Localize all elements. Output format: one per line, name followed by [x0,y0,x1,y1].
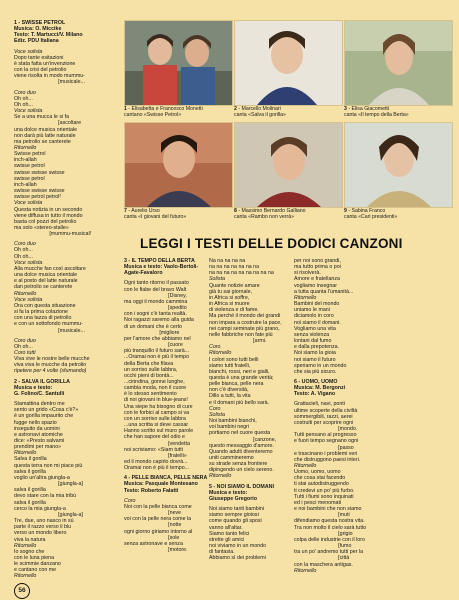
lyric-line: Noi ragazzi saremo alla guida [124,317,194,324]
lyric-line: salva il gorilla [14,499,46,506]
lyric-line: ogni giorno giriamo intorno al [124,528,193,535]
lyric-line: e noi bambini che non siamo [294,506,362,513]
lyric-line: Na na na na na [209,258,246,264]
lyric-line: [passo [294,444,354,451]
lyric-line: e con un sottofondo mummu- [14,321,83,328]
lyric-line: uniamo le mani [294,307,330,314]
lyric-line: ...Oramai non è più il tempo [124,354,190,361]
lyric-line: voglio un'altra giungla-a [14,474,70,481]
lyric-line: basta col pozzi del petrolio [14,218,77,225]
caption-number: 8 [234,208,237,214]
lyric-line: 3 - IL TEMPO DELLA BERTA [124,258,195,264]
lyric-line: Coro [124,497,136,504]
lyric-line: a tutta quanta l'umanità... [294,288,354,295]
lyric-line: e al posto del latte naturale [14,278,78,285]
lyric-line: ed i pesci menomati [294,499,342,506]
lyric-line: Giuseppe Gregorio [209,495,257,502]
lyric-line: senza violenza [294,331,330,338]
lyric-line: questa è una grande verità; [209,374,274,381]
lyric-line: inch-allah [14,157,37,164]
lyric-line: Grattacieli, navi, ponti [294,401,345,408]
photo-7 [124,122,233,208]
lyric-line: ma tutto prima o poi [294,264,341,271]
caption-text: Massimo Bernardo Galliano [241,208,306,214]
photo-9 [344,122,453,208]
lyric-line: [mondo. [294,426,358,433]
caption-number: 3 [344,106,347,112]
lyric-line: [notte [124,522,182,529]
lyric-line: con una tazza di petrolio [14,315,72,322]
lyric-line: come quando gli sposi [209,518,262,525]
caption-text: canta «Il tempo della Berta» [344,112,409,118]
lyric-line: con la crisi del petrolio [14,67,67,74]
lyric-line: [giungla-a] [14,511,83,518]
lyric-line: [canzone, [209,436,277,443]
lyric-line: [ascoltare [14,120,82,127]
lyric-line: in Africa si muore [209,301,250,308]
lyric-line: Amore e fratellanza [294,276,340,283]
lyric-line: 2 - SALVA IL GORILLA [14,378,71,385]
lyric-line: Oh oh... [14,343,33,350]
lyric-line: Tutti i fiumi sono inquinati [294,493,354,500]
lyric-line: ti credevi un po' più furbo. [294,487,355,494]
lyric-line: viva viva le mucche da petrolio [14,362,87,369]
lyric-line: Siamo tanto felici [209,530,250,537]
lyric-line: con un sorriso sulle labbra [124,415,186,422]
lyric-line: noi siamo il domani. [294,319,341,326]
lyric-line: non impara a costruire la pace, [209,319,282,326]
lyric-line: Musica e testo: Vaolo-Bertoli- [124,264,199,271]
caption-text: canta «I giovani del futuro» [124,214,187,220]
lyric-line: sommergibili, razzi, aerei [294,413,353,420]
lyric-line: questa terra non mi piace più [14,462,83,469]
lyric-line: ed il mondo capirlo dovrà... [124,459,188,465]
lyric-line: I colori sono tutti belli [209,356,259,363]
lyric-line: vanno all'altar. [209,524,243,531]
lyric-line: più tranquillo il futuro sarà... [124,348,190,355]
lyric-line: Alla mucche fan così ascoltare [14,265,86,272]
page-number: 56 [14,583,30,599]
lyric-line: Musica: O. Miccike [14,26,62,33]
lyric-line: e fuori tempo segnano ogni [294,438,359,445]
lyric-line: [armi. [209,338,267,345]
caption-text: Elisa Giacometti [351,106,389,112]
lyric-line: Coro duo [14,337,36,344]
lyric-line: questo messaggio d'amore. [209,442,274,449]
lyric-line: con le forbici al campo si va [124,409,190,416]
lyric-line: con i sogni c'è tanta realtà. [124,311,187,318]
lyric-line: inch-allah [14,181,37,188]
lyric-line: swisse petrol petrol! [14,194,61,201]
lyric-line: [spedito [124,305,187,312]
lyric-line: e astronavi atomiche [14,431,63,438]
lyric-line: Ritornello [14,144,37,151]
caption-7: 7 - Aurelio Urso canta «I giovani del futuro» [124,208,187,220]
lyric-line: [sole [124,534,180,541]
lyric-line: e il domani più bello sarà. [209,399,270,406]
lyric-line: viene risolta in modo mummu- [14,73,85,80]
lyric-line: [migliore [124,329,180,336]
caption-number: 2 [234,106,237,112]
lyric-line: ripetere per 4 volte (sfumando) [14,368,87,375]
caption-text: canta «Rambo non verrà» [234,214,294,220]
lyric-line: [mummu-musical! [14,231,92,238]
caption-text: canta «Salva il gorilla» [234,112,286,118]
lyric-line: una dolce musica orientale [14,126,78,133]
lyric-line: Coro tutti [14,349,36,356]
lyric-line: di noi giovani in blue-jeans! [124,397,188,404]
caption-9: 9 - Sabina Franco canta «Cari presidenti» [344,208,398,220]
lyric-line: Ediz. PDU Italiana [14,38,59,45]
lyric-line: G. Folino/C. Santulli [14,390,65,397]
caption-number: 1 [124,106,127,112]
lyric-line: Ritornello [294,294,317,301]
lyric-line: è stata fatta un'invenzione [14,60,76,67]
lyric-line: è un gorilla impaurito che [14,413,74,420]
photo-1 [124,20,233,106]
lyric-line: 5 - NOI SIAMO IL DOMANI [209,483,274,490]
lyric-line: che han sapore del odio e [124,434,185,441]
lyric-line: occhi pieni di bontà... [124,372,174,379]
lyric-line: ...cirindina, gonne lunghe, [124,378,185,385]
lyric-line: è lo stesso sentimento [124,391,177,398]
lyric-line: bianchi, rossi, neri e gialli, [209,368,270,375]
lyric-line: Io sogno che [14,548,45,555]
lyric-line: Voce solista [14,108,43,115]
lyric-line: [vendetta [124,440,190,447]
lyric-line: ma petrolio se canterete [14,138,71,145]
lyric-line: si risolverà. [294,270,321,277]
lyric-line: swisse petrol [14,163,45,170]
lyric-line: viene diffusa in tutto il mondo [14,212,83,219]
caption-number: 7 [124,208,127,214]
lyric-line: e dalla prepotenza. [294,344,340,351]
lyric-line: difendiamo questa nostra vita. [294,518,365,525]
lyric-line: Uomo, uomo, uomo [294,469,341,476]
lyric-line: Oh oh... [14,95,33,102]
lyric-line: nelle fabbriche non fate più [209,331,273,338]
lyric-line: vogliamo insegnar [294,282,337,289]
lyric-line: tra un po' andremo tutti per la [294,549,364,556]
lyric-line: [musicale... [14,327,85,334]
lyric-line: Salva il gorilla [14,456,47,463]
lyric-line: che sia più sicuro. [294,368,337,375]
lyric-line: Ritornello [14,450,37,457]
photo-3 [344,20,453,106]
lyric-line: ma solo «stereo-stalle» [14,225,69,231]
lyric-line: Tutti pensano al progresso [294,432,357,439]
lyrics-column-3 [209,258,292,596]
lyric-line: Musica e testo: [14,384,53,391]
lyric-line: [musicale... [14,79,85,86]
lyric-line: [fratelli» [124,452,187,459]
lyric-line: Vogliamo una vita [294,325,336,332]
lyric-line: di violenza e di fame. [209,307,259,314]
lyric-line: che distruggono paesi interi. [294,456,361,463]
lyric-line: cerco la mia giungla-a [14,505,66,512]
lyric-line: Ritornello [294,463,317,469]
lyric-line: Ritornello [294,567,317,574]
lyric-line: cambia moda, non il cuore [124,385,187,392]
lyric-line: dice: «Presto salvami [14,438,65,444]
lyric-line: Abbiamo sì dei problemi [209,555,266,562]
lyric-line: Coro [209,344,221,351]
caption-3: 3 - Elisa Giacometti canta «Il tempo della Berta» [344,106,409,118]
photo-2 [234,20,343,106]
lyric-line: swisse swisse swisse [14,188,65,195]
lyric-line: [cuore [124,342,183,349]
lyric-line: 6 - UOMO, UOMO [294,378,338,385]
lyric-line: Tre, due, uno nasco in sù [14,518,74,525]
lyric-line: Solista [209,411,225,418]
lyric-line: noi scriviamo: «Siam tutti [124,446,183,453]
lyric-line: Musica e testo: [209,489,248,496]
caption-text: canta «Cari presidenti» [344,214,398,220]
lyric-line: [fumo [294,543,352,550]
lyric-line: Quando adulti diventeremo [209,448,273,455]
lyric-line: che cosa stai facendo [294,475,346,482]
lyric-line: [grigio [294,530,353,537]
lyric-line: [muti [294,512,350,519]
photo-8 [234,122,343,208]
lyric-line: con le fiabe del bravo Walt [124,286,187,293]
lyric-line: costruiti per scoprire ogni [294,419,354,426]
lyric-line: Noi siamo la gioia [294,350,336,357]
lyric-line: [motore. [124,547,188,554]
lyric-line: [neve [124,510,182,517]
lyric-line: con la maschera antigas. [294,561,353,568]
lyric-line: ma oggi il mondo cammina [124,298,188,305]
caption-1: 1 - Elisabetta e Francesco Monetti cantano «Swisse Petrol» [124,106,203,118]
lyric-line: Voce solista [14,48,43,55]
lyric-line: Oramai non è più il tempo... [124,465,190,472]
lyric-line: Ma perché il mondo dei grandi [209,313,281,320]
lyric-line: Tra non molto il cielo sarà tutto [294,524,367,531]
lyric-line: non darà più latte naturale [14,132,76,139]
lyric-line: Ritornello [209,350,232,357]
lyric-line: Ritornello [14,290,37,297]
lyric-line: senza astronave e senza [124,540,183,547]
lyric-line: dan petrolio se canterete [14,284,73,291]
lyric-line: siamo sempre gioiosi [209,512,259,519]
lyric-line: Swisse petrol [14,151,46,158]
lyric-line: lontani dal fumo [294,338,332,345]
lyric-line: diciamolo in coro [294,313,334,320]
lyric-line: salva il gorilla [14,468,46,475]
lyric-line: salva il gorilla [14,487,46,494]
lyric-line: sento un grido «Cosa c'è?» [14,407,79,414]
caption-8: 8 - Massimo Bernardo Galliano canta «Rambo non verrà» [234,208,306,220]
caption-text: Elisabetta e Francesco Monetti [131,106,203,112]
lyric-line: Viva vive le nostre belle mucche [14,356,90,363]
lyric-line: Voce solista [14,200,43,207]
lyric-line: Ritornello [14,573,37,580]
lyric-line: Ritornello [209,473,232,480]
lyric-line: siamo tutti fratelli, [209,362,251,369]
lyric-line: strette gli amici [209,536,245,543]
lyric-line: un sorriso sulle labbra, [124,366,178,373]
lyric-line: una dolce musica orientale [14,272,78,279]
caption-number: 9 [344,208,347,214]
lyric-line: inseguito da uomini [14,425,60,432]
lyric-line: della Berta che filava [124,360,174,367]
lyric-line: Dopo tante esitazioni [14,54,64,61]
lyric-line: per noi sono grandi, [294,258,341,264]
lyric-line: noi siamo il futuro [294,356,336,363]
lyric-line: voi con la pelle nera come la [124,516,192,523]
lyric-line: Stamattina dentro me [14,401,65,408]
lyric-line: le scimmie danzano [14,561,61,568]
lyric-line: ...una scritta si deve cassar [124,422,189,429]
lyric-line: di un domani che è certo [124,323,183,330]
lyric-line: na na na na na na na na na [209,270,274,277]
lyric-line: voi bambini negri [209,424,250,431]
lyric-line: Ritornello [14,542,37,549]
lyrics-column-left [14,20,122,595]
caption-text: cantano «Swisse Petrol» [124,112,182,118]
lyric-line: [giungla-a] [14,481,83,488]
lyric-line: 1 - SWISSE PETROL [14,20,66,26]
lyric-line: viva la natura [14,536,46,543]
lyric-line: Noi siamo tanti bambini [209,506,265,513]
lyric-line: dipingendo un cielo sereno. [209,467,274,474]
lyric-line: Una siepe ha bisogno di cure [124,403,193,410]
lyric-line: Bambini del mondo [294,301,340,308]
lyric-line: colpa delle industrie con il loro [294,536,365,543]
lyric-line: portiamo nel cuore questa [209,430,271,437]
lyric-line: ti stai autodistruggendo [294,481,349,488]
lyric-line: fugge nello spazio [14,419,57,426]
lyric-line: Voce solista [14,296,43,303]
lyric-line: noi viviamo in un mondo [209,543,267,550]
lyric-line: Musica: Pasquale Montesano [124,481,198,488]
lyric-line: Quante notizie amare [209,282,260,289]
lyric-line: Noi bambini bianchi, [209,418,257,425]
lyric-line: nei campi seminate più grano, [209,325,280,332]
lyric-line: Voce solista [14,259,43,266]
lyric-line: Ogni tanto ritorno il passato [124,280,189,287]
lyric-line: Testo: T. Martucci/V. Milano [14,32,83,39]
lyric-line: Coro duo [14,89,36,96]
lyric-line: prendimi per mano» [14,444,62,451]
lyric-line: Dillo a tutti, la vita [209,393,251,400]
lyric-line: Testo: A. Vigano [294,391,336,398]
lyric-line: Agate-Favaloro [124,270,163,277]
lyric-line: parte il razzo verso il blu [14,524,72,531]
lyric-line: ultime scoperte della civiltà [294,407,358,414]
lyric-line: già tu sai giornale, [209,288,252,295]
lyric-line: e trascinano i problemi veri [294,450,358,457]
lyric-line: Ora con questa situazione [14,302,76,309]
lyric-line: per l'amore che abbiamo nel [124,335,191,342]
lyric-line: non c'è diversità, [209,387,249,394]
caption-text: Marcello Molinari [241,106,281,112]
lyric-line: swisse petrol [14,175,45,182]
lyric-line: Questa notizia in un secondo [14,206,83,213]
lyric-line: Musica: M. Bergonzi [294,385,346,392]
lyric-line: Oh oh... [14,101,33,108]
lyric-line: pelle bianca, pelle nera [209,381,264,388]
lyric-line: Oh oh... [14,247,33,254]
lyric-line: Noi con la pelle bianca come [124,503,192,510]
lyric-line: si fa la prima colazione [14,309,68,316]
lyric-line: in Africa si soffre, [209,294,250,301]
lyric-line: 4 - PELLE BIANCA, PELLE NERA [124,475,207,482]
caption-2: 2 - Marcello Molinari canta «Salva il gorilla» [234,106,286,118]
lyric-line: e cantano con me [14,567,57,574]
lyric-line: verso un mondo libero [14,530,67,537]
lyric-line: Coro [209,405,221,412]
caption-text: Aurelio Urso [131,208,160,214]
lyric-line: na na na na na na na [209,264,260,271]
lyric-line: Testo: Roberto Falatti [124,487,179,494]
lyric-line: Solista [209,276,225,283]
lyric-line: con le luna piena [14,554,55,561]
lyric-line: su strade senza frontiere [209,461,268,468]
lyric-line: Oh oh... [14,253,33,260]
lyric-line: speriamo in un mondo [294,362,347,369]
lyric-line: [città [294,555,350,562]
lyrics-column-4 [294,258,377,596]
headline-banner: LEGGI I TESTI DELLE DODICI CANZONI [140,236,403,251]
lyric-line: [Disney, [124,292,187,299]
lyrics-column-2 [124,258,207,596]
lyric-line: swisse swisse swisse [14,169,65,176]
lyric-line: Hanno scritto sul muro parole [124,428,194,435]
lyric-line: Coro duo [14,241,36,248]
lyric-line: di fantasia. [209,549,235,556]
lyric-line: devo stare con la mia tribù [14,493,77,500]
caption-text: Sabina Franco [351,208,386,214]
lyric-line: uniti cammineremo [209,455,254,461]
lyric-line: Se a una mucca le si fa [14,114,70,121]
